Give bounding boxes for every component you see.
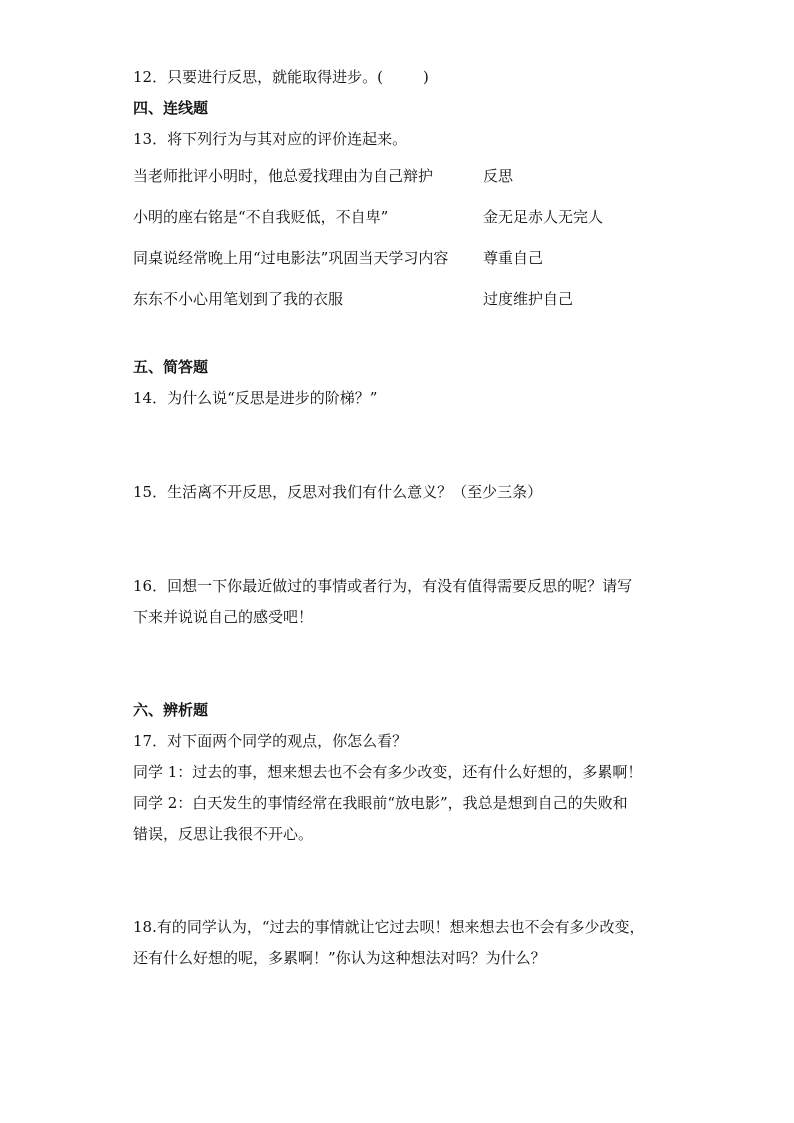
match-right-3: 尊重自己 [483, 249, 544, 267]
match-left-3: 同桌说经常晚上用“过电影法”巩固当天学习内容 [133, 249, 449, 267]
student-2-view-line-1: 同学 2：白天发生的事情经常在我眼前“放电影”，我总是想到自己的失败和 [133, 794, 628, 812]
section-5-title: 五、简答题 [133, 358, 209, 376]
question-16-line-2: 下来并说说自己的感受吧！ [133, 608, 314, 626]
match-right-1: 反思 [483, 167, 514, 185]
section-6-title: 六、辨析题 [133, 701, 209, 719]
question-18-line-1: 18.有的同学认为，“过去的事情就让它过去呗！想来想去也不会有多少改变， [133, 918, 645, 936]
question-12-paren-close: ) [422, 68, 429, 86]
question-14: 14．为什么说“反思是进步的阶梯？” [133, 389, 378, 407]
question-13: 13．将下列行为与其对应的评价连起来。 [133, 130, 408, 148]
question-17: 17．对下面两个同学的观点，你怎么看？ [133, 732, 408, 750]
question-16-line-1: 16．回想一下你最近做过的事情或者行为，有没有值得需要反思的呢？请写 [133, 577, 633, 595]
section-4-title: 四、连线题 [133, 99, 209, 117]
match-right-4: 过度维护自己 [483, 290, 574, 308]
student-1-view: 同学 1：过去的事，想来想去也不会有多少改变，还有什么好想的，多累啊！ [133, 763, 643, 781]
question-12-text: 12．只要进行反思，就能取得进步。( [133, 68, 383, 86]
match-left-4: 东东不小心用笔划到了我的衣服 [133, 290, 344, 308]
question-18-line-2: 还有什么好想的呢，多累啊！”你认为这种想法对吗？为什么？ [133, 949, 546, 967]
question-12 [133, 66, 429, 87]
student-2-view-line-2: 错误，反思让我很不开心。 [133, 825, 314, 843]
match-left-2: 小明的座右铭是“不自我贬低，不自卑” [133, 208, 389, 226]
question-15: 15．生活离不开反思，反思对我们有什么意义？（至少三条） [133, 483, 543, 501]
match-left-1: 当老师批评小明时，他总爱找理由为自己辩护 [133, 167, 434, 185]
match-right-2: 金无足赤人无完人 [483, 208, 604, 226]
